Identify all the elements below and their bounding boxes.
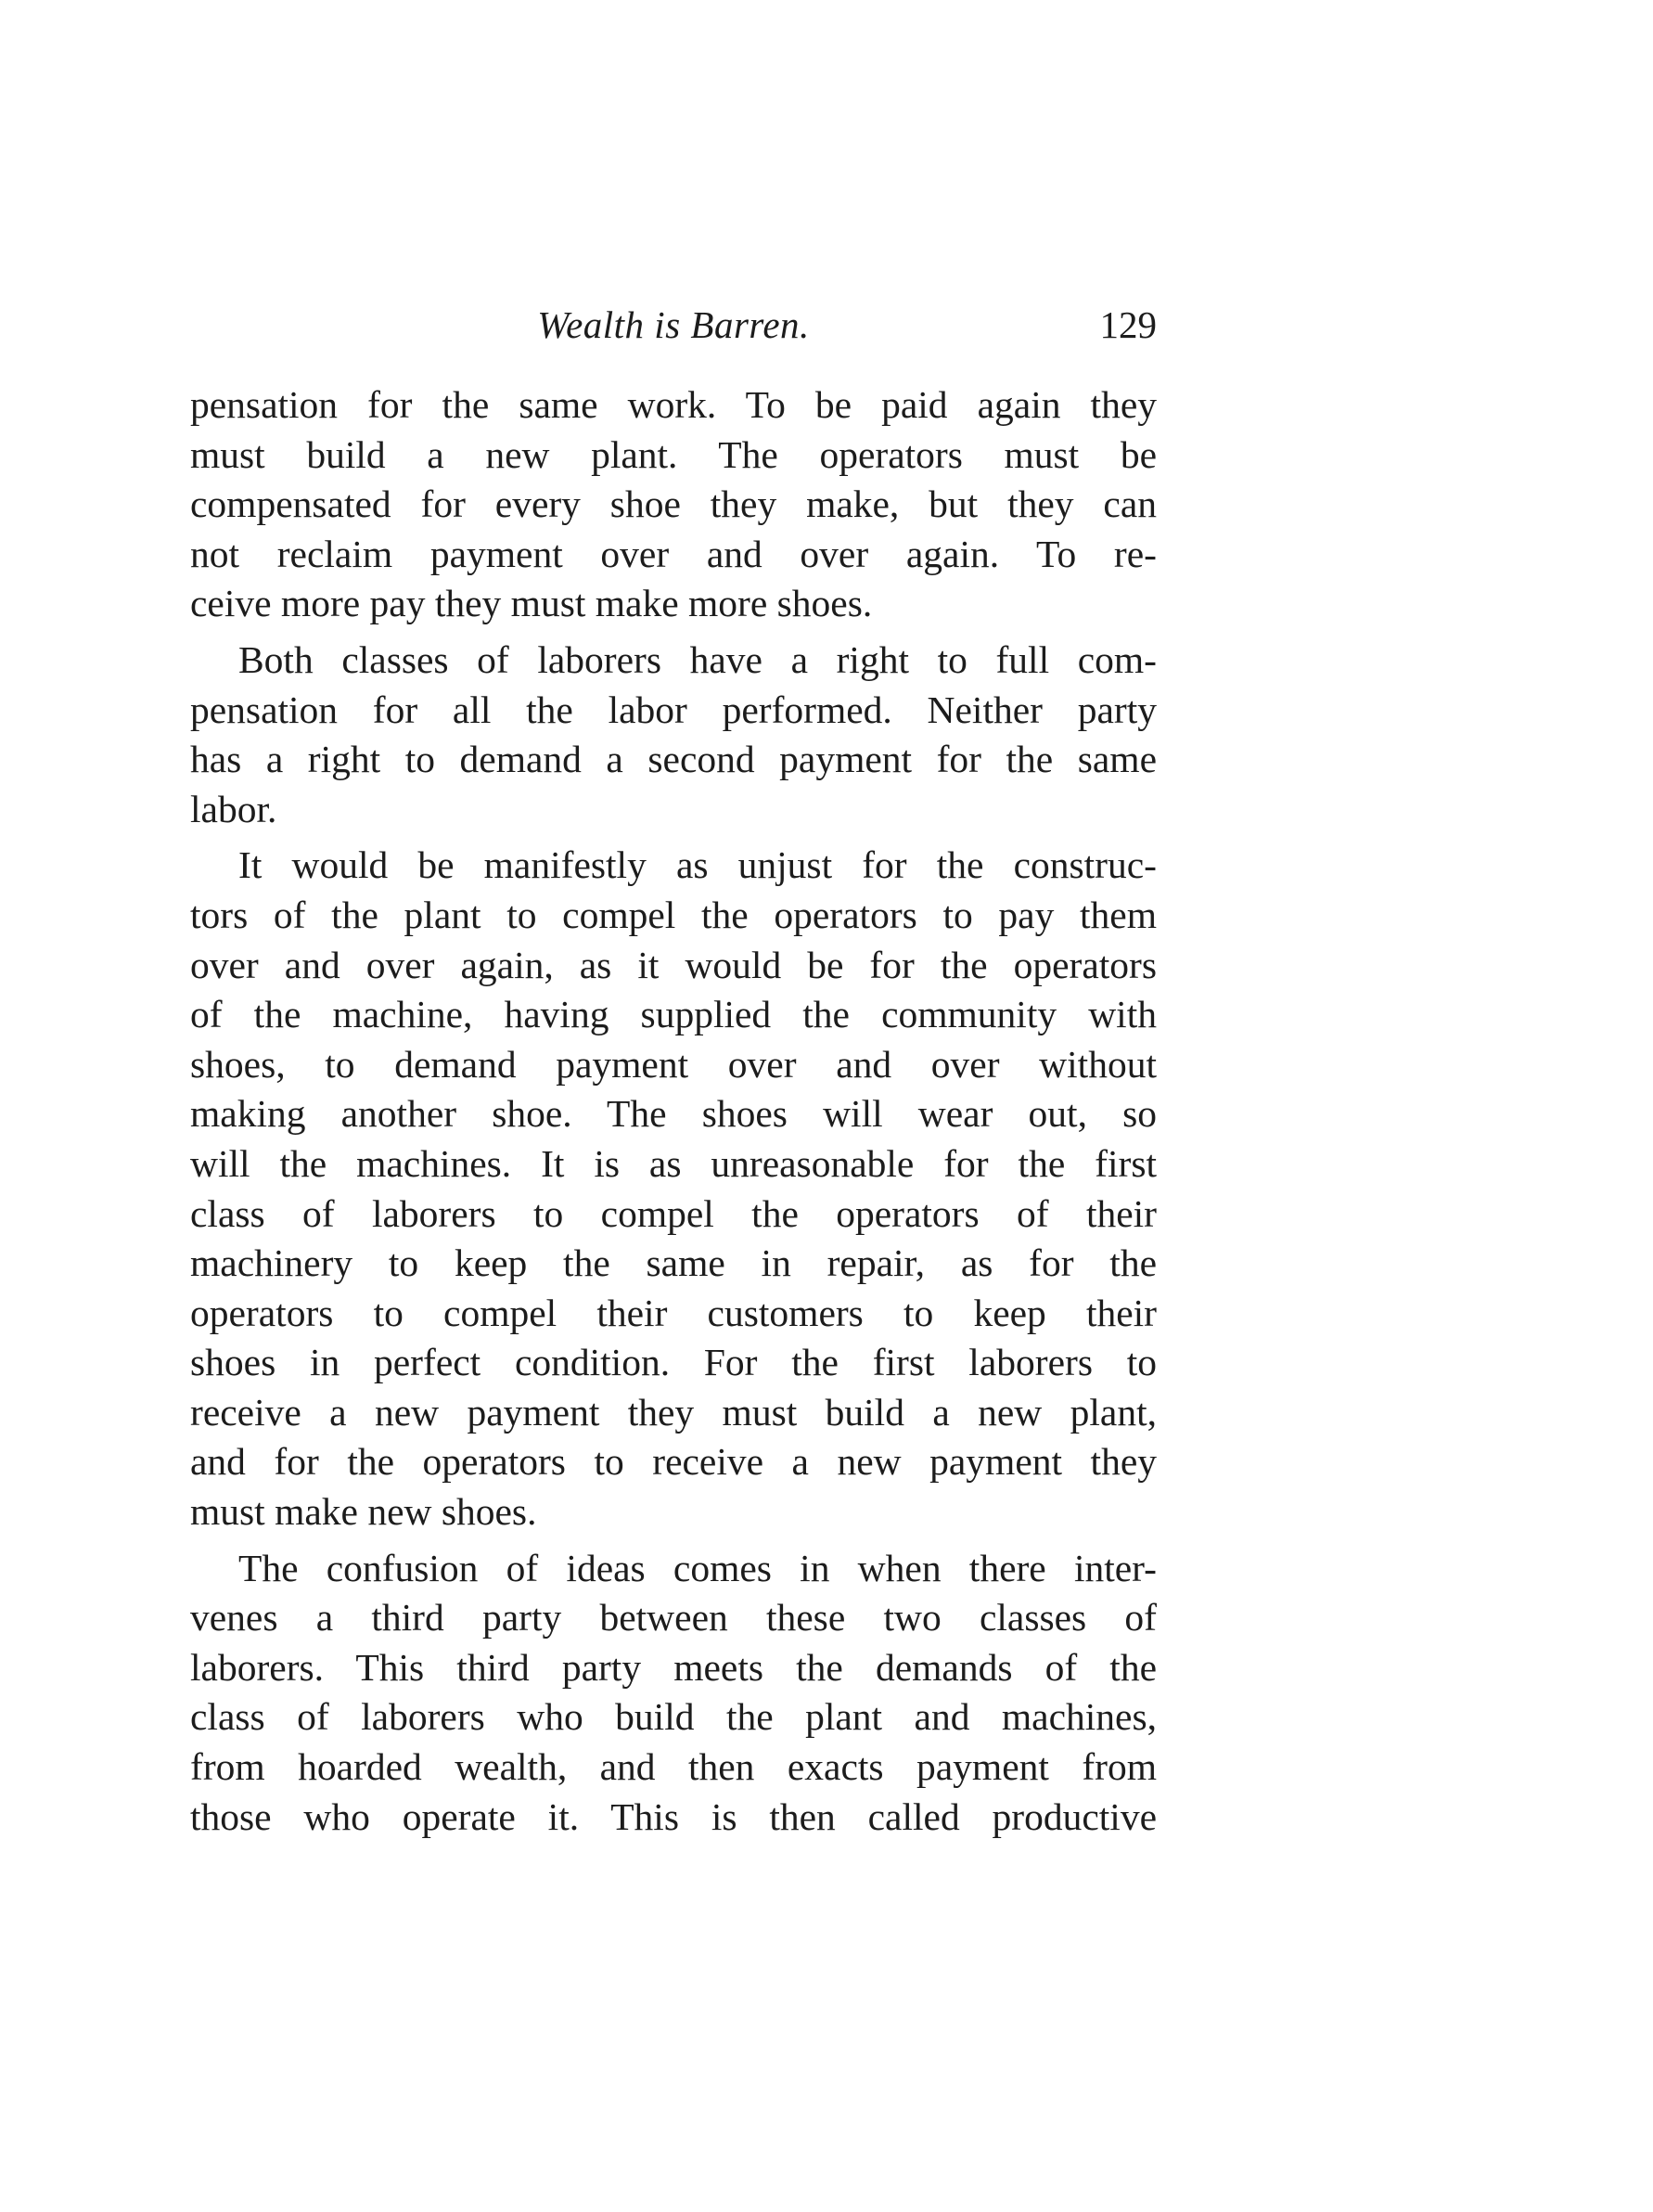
body-text [190, 380, 1157, 1848]
text-line: must build a new plant. The operators must be [190, 432, 1157, 476]
text-line: must make new shoes. [190, 1490, 537, 1534]
text-line: venes a third party between these two classes of [190, 1596, 1157, 1640]
text-line: compensated for every shoe they make, but they can [190, 482, 1157, 526]
text-line: operators to compel their customers to keep their [190, 1291, 1157, 1334]
text-line: Both classes of laborers have a right to full com- [238, 637, 1157, 681]
text-line: of the machine, having supplied the community with [190, 993, 1157, 1036]
text-line: over and over again, as it would be for the operators [190, 943, 1157, 986]
text-line: those who operate it. This is then called productive [190, 1794, 1157, 1838]
text-line: laborers. This third party meets the demands of the [190, 1645, 1157, 1689]
text-line: It would be manifestly as unjust for the construc- [238, 843, 1157, 887]
paragraph [190, 1544, 1157, 1843]
text-line: has a right to demand a second payment for the same [190, 738, 1157, 781]
text-line: class of laborers to compel the operators of their [190, 1191, 1157, 1235]
text-line: The confusion of ideas comes in when there inter- [238, 1546, 1157, 1589]
paragraph [190, 380, 1157, 629]
text-line: pensation for all the labor performed. Neither party [190, 688, 1157, 731]
text-line: labor. [190, 787, 277, 830]
paragraph [190, 841, 1157, 1537]
text-line: receive a new payment they must build a new plant, [190, 1390, 1157, 1434]
text-line: and for the operators to receive a new payment they [190, 1440, 1157, 1484]
paragraph [190, 636, 1157, 834]
text-line: tors of the plant to compel the operators to pay them [190, 893, 1157, 936]
text-line: from hoarded wealth, and then exacts payment from [190, 1745, 1157, 1789]
text-line: will the machines. It is as unreasonable for the first [190, 1141, 1157, 1185]
running-title: Wealth is Barren. [537, 303, 810, 346]
text-line: pensation for the same work. To be paid again they [190, 383, 1157, 426]
running-head [190, 297, 1157, 353]
text-line: not reclaim payment over and over again. To re- [190, 532, 1157, 575]
text-line: shoes, to demand payment over and over without [190, 1042, 1157, 1086]
text-line: machinery to keep the same in repair, as for the [190, 1241, 1157, 1285]
text-line: class of laborers who build the plant and machines, [190, 1695, 1157, 1739]
text-line: ceive more pay they must make more shoes. [190, 582, 873, 625]
text-line: making another shoe. The shoes will wear out, so [190, 1092, 1157, 1136]
page-number: 129 [1099, 303, 1157, 346]
text-line: shoes in perfect condition. For the first laborers to [190, 1341, 1157, 1384]
